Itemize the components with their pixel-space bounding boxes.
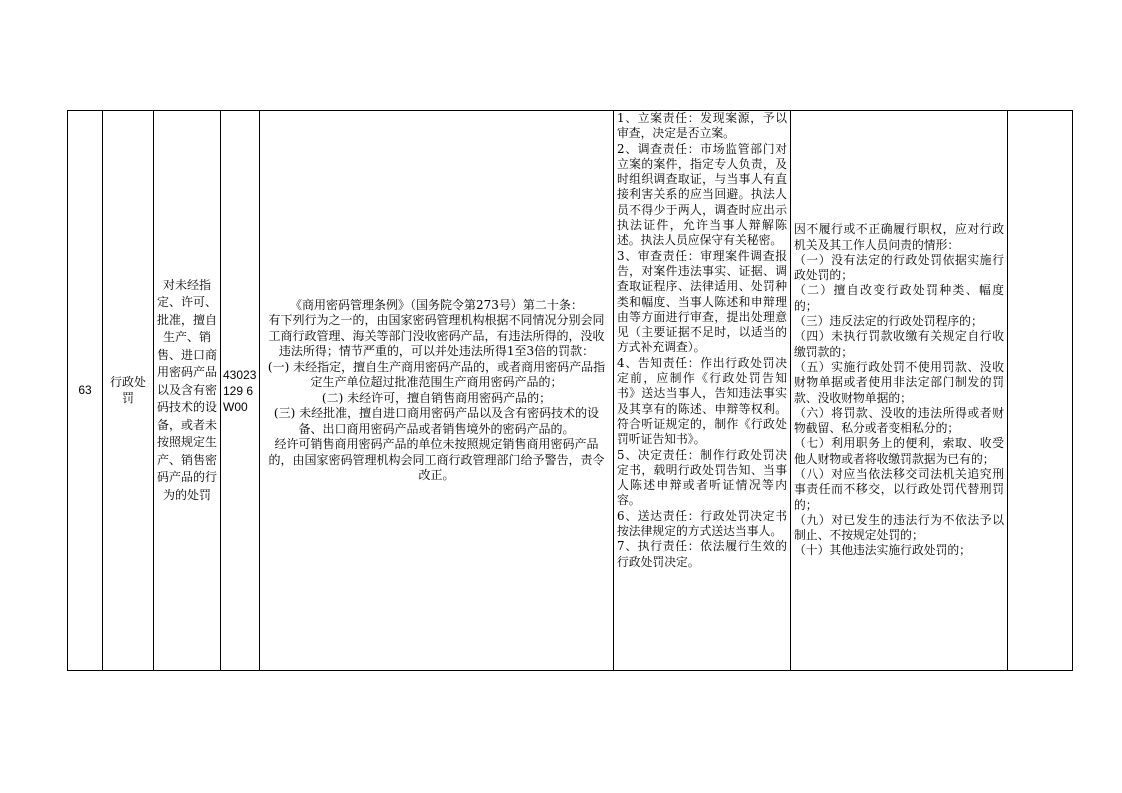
legal-basis-line: 有下列行为之一的，由国家密码管理机构根据不同情况分别会同工商行政管理、海关等部门没收密码产品，有违法所得的，没收违法所得；情节严重的，可以并处违法所得1至3倍的罚款： <box>268 313 605 358</box>
accountability-item: （四）未执行罚款收缴有关规定自行收缴罚款的； <box>794 329 1004 359</box>
accountability-item: （十）其他违法实施行政处罚的； <box>794 543 971 558</box>
responsibility-item: 7、执行责任：依法履行生效的行政处罚决定。 <box>617 539 787 569</box>
row-number-cell: 63 <box>68 111 103 671</box>
responsibility-item: 1、立案责任：发现案源，予以审查，决定是否立案。 <box>617 111 787 141</box>
responsibility-item: 3、审查责任：审理案件调查报告，对案件违法事实、证据、调查取证程序、法律适用、处罚种类和幅度、当事人陈述和申辩理由等方面进行审查，提出处理意见（主要证据不足时，以适当的方式补充调查）。 <box>617 248 787 355</box>
accountability-item: （一）没有法定的行政处罚依据实施行政处罚的； <box>794 252 1004 283</box>
accountability-item: （七）利用职务上的便利，索取、收受他人财物或者将收缴罚款据为已有的； <box>794 436 1004 466</box>
accountability-item: （五）实施行政处罚不使用罚款、没收财物单据或者使用非法定部门制发的罚款、没收财物单据的； <box>794 359 1004 405</box>
legal-basis-line: 经许可销售商用密码产品的单位未按照规定销售商用密码产品的，由国家密码管理机构会同工商行政管理部门给予警告，责令改正。 <box>268 437 605 482</box>
responsibility-item: 2、调查责任：市场监管部门对立案的案件，指定专人负责，及时组织调查取证，与当事人有直接利害关系的应当回避。执法人员不得少于两人，调查时应出示执法证件，允许当事人辩解陈述。执法人员应保守有关秘密。 <box>617 141 787 248</box>
responsibility-item: 4、告知责任：作出行政处罚决定前，应制作《行政处罚告知书》送达当事人，告知违法事实及其享有的陈述、申辩等权利。符合听证规定的，制作《行政处罚听证告知书》。 <box>617 355 787 447</box>
accountability-item: （三）违反法定的行政处罚程序的； <box>794 314 983 329</box>
legal-basis-line: (二) 未经许可，擅自销售商用密码产品的； <box>321 390 552 405</box>
power-item-cell: 对未经指定、许可、批准，擅自生产、销售、进口商用密码产品以及含有密码技术的设备，或者未按照规定生产、销售密码产品的行为的处罚 <box>154 111 221 671</box>
legal-basis-line: (一) 未经指定，擅自生产商用密码产品的，或者商用密码产品指定生产单位超过批准范围生产商用密码产品的； <box>267 359 606 389</box>
accountability-item: 因不履行或不正确履行职权，应对行政机关及其工作人员问责的情形： <box>794 222 1004 252</box>
responsibility-cell <box>614 111 791 671</box>
remarks-cell <box>1008 111 1073 671</box>
table-row <box>68 111 1073 671</box>
legal-basis-cell <box>260 111 614 671</box>
accountability-item: （九）对已发生的违法行为不依法予以制止、不按规定处罚的； <box>794 512 1004 543</box>
power-code-cell: 43023129 6W00 <box>221 111 260 671</box>
accountability-item: （六）将罚款、没收的违法所得或者财物截留、私分或者变相私分的； <box>794 405 1004 436</box>
accountability-item: （二）擅自改变行政处罚种类、幅度的； <box>794 283 1004 313</box>
legal-basis-title: 《商用密码管理条例》（国务院令第273号）第二十条： <box>290 297 583 312</box>
legal-basis-line: (三) 未经批准，擅自进口商用密码产品以及含有密码技术的设备、出口商用密码产品或者销售境外的密码产品的。 <box>273 406 600 436</box>
accountability-cell <box>791 111 1008 671</box>
responsibility-item: 5、决定责任：制作行政处罚决定书，载明行政处罚告知、当事人陈述申辩或者听证情况等内容。 <box>617 447 787 508</box>
power-list-table <box>67 110 1073 671</box>
accountability-item: （八）对应当依法移交司法机关追究刑事责任而不移交，以行政处罚代替刑罚的； <box>794 466 1004 512</box>
responsibility-item: 6、送达责任：行政处罚决定书按法律规定的方式送达当事人。 <box>617 508 787 539</box>
power-type-cell: 行政处罚 <box>103 111 154 671</box>
